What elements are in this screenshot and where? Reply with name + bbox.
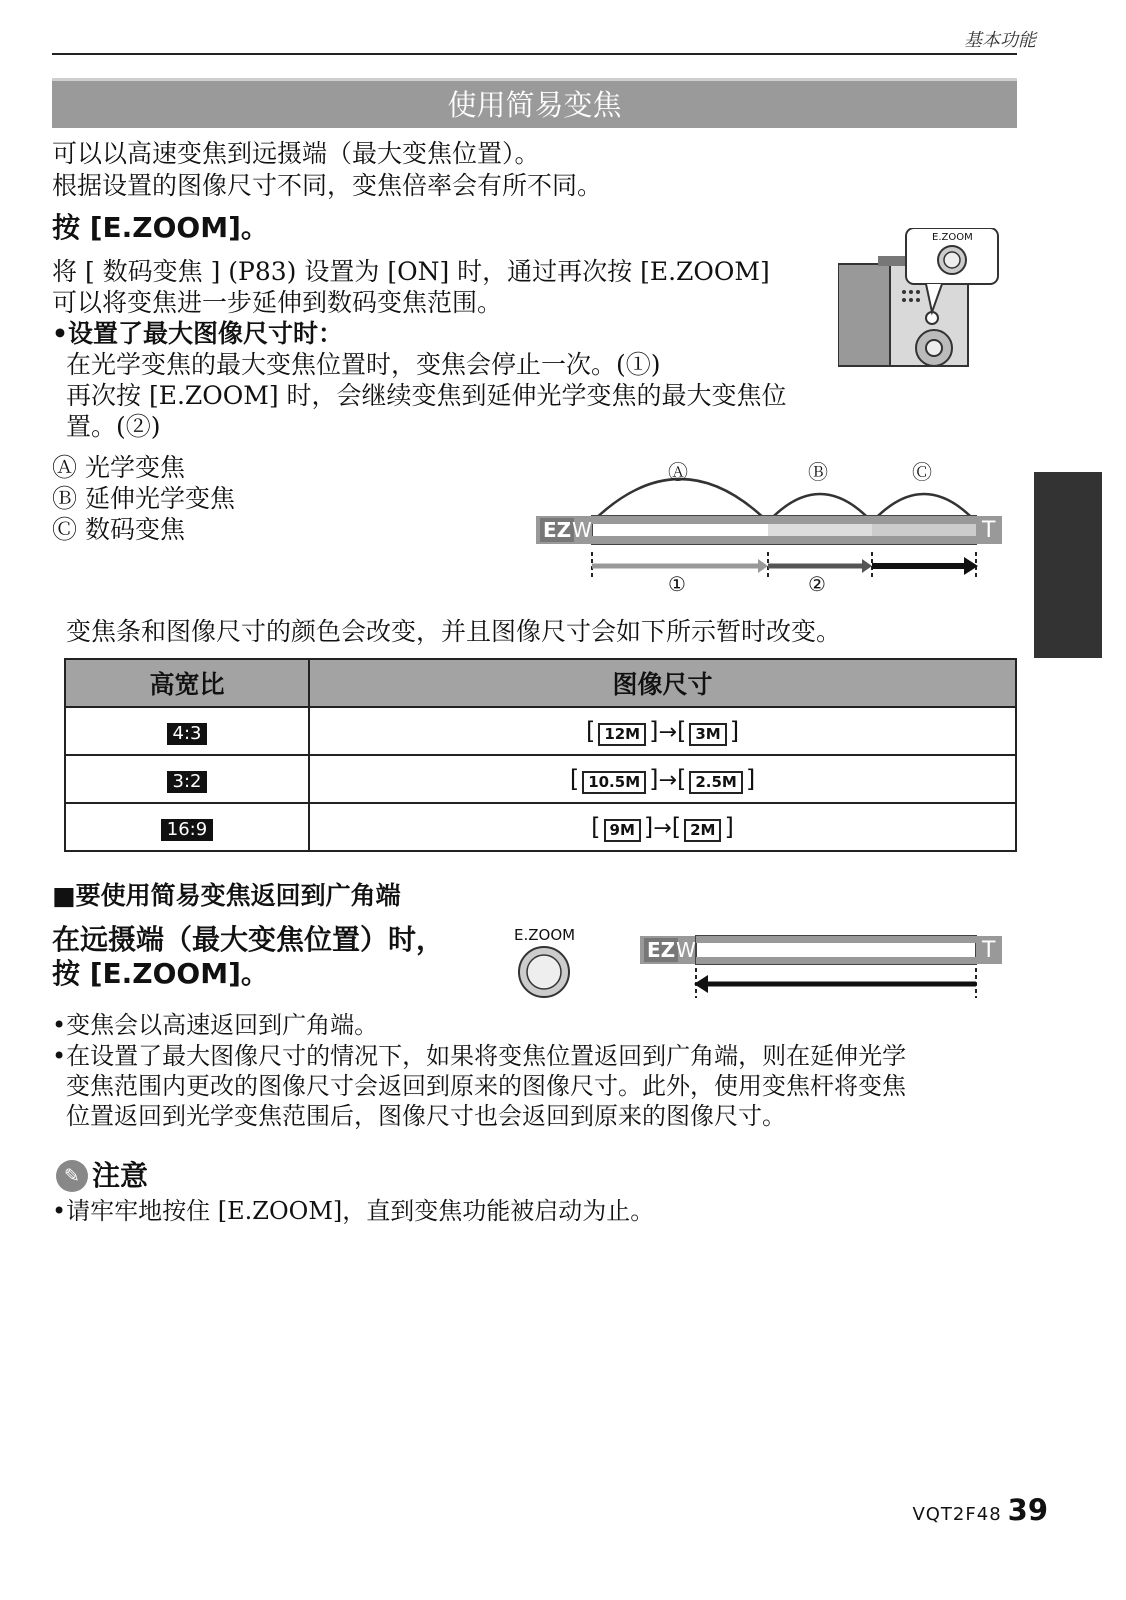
size-to: 2M — [684, 819, 721, 842]
arrow: → — [658, 719, 677, 745]
return-bullet-2a: •在设置了最大图像尺寸的情况下，如果将变焦位置返回到广角端，则在延伸光学 — [52, 1042, 907, 1070]
return-section-title: ■要使用简易变焦返回到广角端 — [52, 881, 401, 910]
ratio-badge: 3:2 — [167, 771, 208, 793]
chapter-tab — [1034, 472, 1102, 658]
bracket-open: [ — [569, 764, 580, 793]
bracket-close: ] — [729, 716, 740, 745]
note-bullet: •请牢牢地按住 [E.ZOOM]，直到变焦功能被启动为止。 — [52, 1197, 655, 1225]
return-heading-1: 在远摄端（最大变焦位置）时， — [52, 923, 445, 956]
ezoom-label: E.ZOOM — [514, 926, 576, 944]
ezoom-button-diagram — [512, 926, 582, 996]
ratio-badge: 16:9 — [161, 819, 213, 841]
wide-label: W — [572, 518, 592, 542]
ratio-badge: 4:3 — [167, 723, 208, 745]
return-bullet-2c: 位置返回到光学变焦范围后，图像尺寸也会返回到原来的图像尺寸。 — [66, 1102, 786, 1130]
return-heading-2: 按 [E.ZOOM]。 — [52, 957, 269, 990]
return-zoom-bar — [640, 932, 1010, 1002]
document-code: VQT2F48 — [912, 1504, 1002, 1525]
legend-mark: Ⓐ — [52, 453, 78, 482]
marker-digital: Ⓒ — [912, 460, 932, 484]
arrow: → — [658, 767, 677, 793]
size-from: 12M — [598, 723, 646, 746]
legend-text: 数码变焦 — [84, 515, 185, 544]
tele-label: T — [982, 518, 996, 543]
bracket-open: [ — [676, 716, 687, 745]
table-header-row — [65, 659, 1016, 707]
step1-heading: 按 [E.ZOOM]。 — [52, 211, 269, 244]
page-number: 39 — [1007, 1493, 1048, 1527]
arrow: → — [653, 815, 672, 841]
header-rule — [52, 53, 1017, 55]
size-from: 10.5M — [582, 771, 646, 794]
note-title: 注意 — [92, 1159, 149, 1192]
tele-label: T — [982, 938, 996, 963]
table-row — [65, 803, 1016, 851]
legend-text: 延伸光学变焦 — [84, 484, 235, 513]
size-to: 2.5M — [689, 771, 743, 794]
image-size-table — [64, 658, 1017, 852]
wide-label: W — [676, 938, 696, 962]
legend-text: 光学变焦 — [84, 453, 185, 482]
step-marker-2: ② — [808, 572, 826, 596]
table-row — [65, 755, 1016, 803]
marker-extended: Ⓑ — [808, 460, 828, 484]
step1-detail-2: 再次按 [E.ZOOM] 时，会继续变焦到延伸光学变焦的最大变焦位 — [66, 381, 787, 410]
marker-optical: Ⓐ — [668, 460, 688, 484]
header-aspect-ratio: 高宽比 — [65, 659, 309, 707]
size-to: 3M — [689, 723, 726, 746]
ez-badge: EZ — [644, 938, 678, 962]
legend-mark: Ⓒ — [52, 515, 78, 544]
step1-detail-1: 在光学变焦的最大变焦位置时，变焦会停止一次。(①) — [66, 350, 661, 379]
pencil-icon: ✎ — [56, 1160, 88, 1192]
legend-mark: Ⓑ — [52, 484, 78, 513]
ez-badge: EZ — [540, 518, 574, 542]
intro-line-2: 根据设置的图像尺寸不同，变焦倍率会有所不同。 — [52, 171, 603, 200]
ezoom-button-icon — [516, 944, 576, 1004]
step1-detail-3: 置。(②) — [66, 412, 161, 441]
header-image-size: 图像尺寸 — [309, 659, 1016, 707]
table-intro: 变焦条和图像尺寸的颜色会改变，并且图像尺寸会如下所示暂时改变。 — [66, 617, 842, 646]
legend-item — [52, 514, 185, 546]
bracket-open: [ — [591, 812, 601, 841]
bracket-open: [ — [676, 764, 687, 793]
bracket-open: [ — [671, 812, 682, 841]
step1-subheading: •设置了最大图像尺寸时： — [52, 319, 343, 348]
ezoom-button-label: E.ZOOM — [932, 232, 973, 243]
intro-line-1: 可以以高速变焦到远摄端（最大变焦位置）。 — [52, 139, 540, 168]
bracket-close: ] — [745, 764, 756, 793]
step-marker-1: ① — [668, 572, 686, 596]
camera-illustration — [838, 228, 1003, 368]
section-label: 基本功能 — [964, 30, 1036, 51]
step1-line-2: 可以将变焦进一步延伸到数码变焦范围。 — [52, 288, 503, 317]
return-bullet-2b: 变焦范围内更改的图像尺寸会返回到原来的图像尺寸。此外，使用变焦杆将变焦 — [66, 1072, 906, 1100]
zoom-bar-diagram — [536, 456, 1006, 596]
page-footer — [912, 1493, 1048, 1527]
bracket-close: ] — [649, 764, 659, 793]
bracket-open: [ — [585, 716, 596, 745]
table-row — [65, 707, 1016, 755]
legend-item — [52, 452, 185, 484]
step1-line-1: 将 [ 数码变焦 ] (P83) 设置为 [ON] 时，通过再次按 [E.ZOOM] — [52, 257, 770, 286]
bracket-close: ] — [724, 812, 734, 841]
bracket-close: ] — [649, 716, 659, 745]
legend-item — [52, 483, 235, 515]
size-from: 9M — [604, 819, 641, 842]
bracket-close: ] — [643, 812, 654, 841]
return-bullet-1: •变焦会以高速返回到广角端。 — [52, 1011, 379, 1039]
page-title: 使用简易变焦 — [52, 78, 1017, 128]
